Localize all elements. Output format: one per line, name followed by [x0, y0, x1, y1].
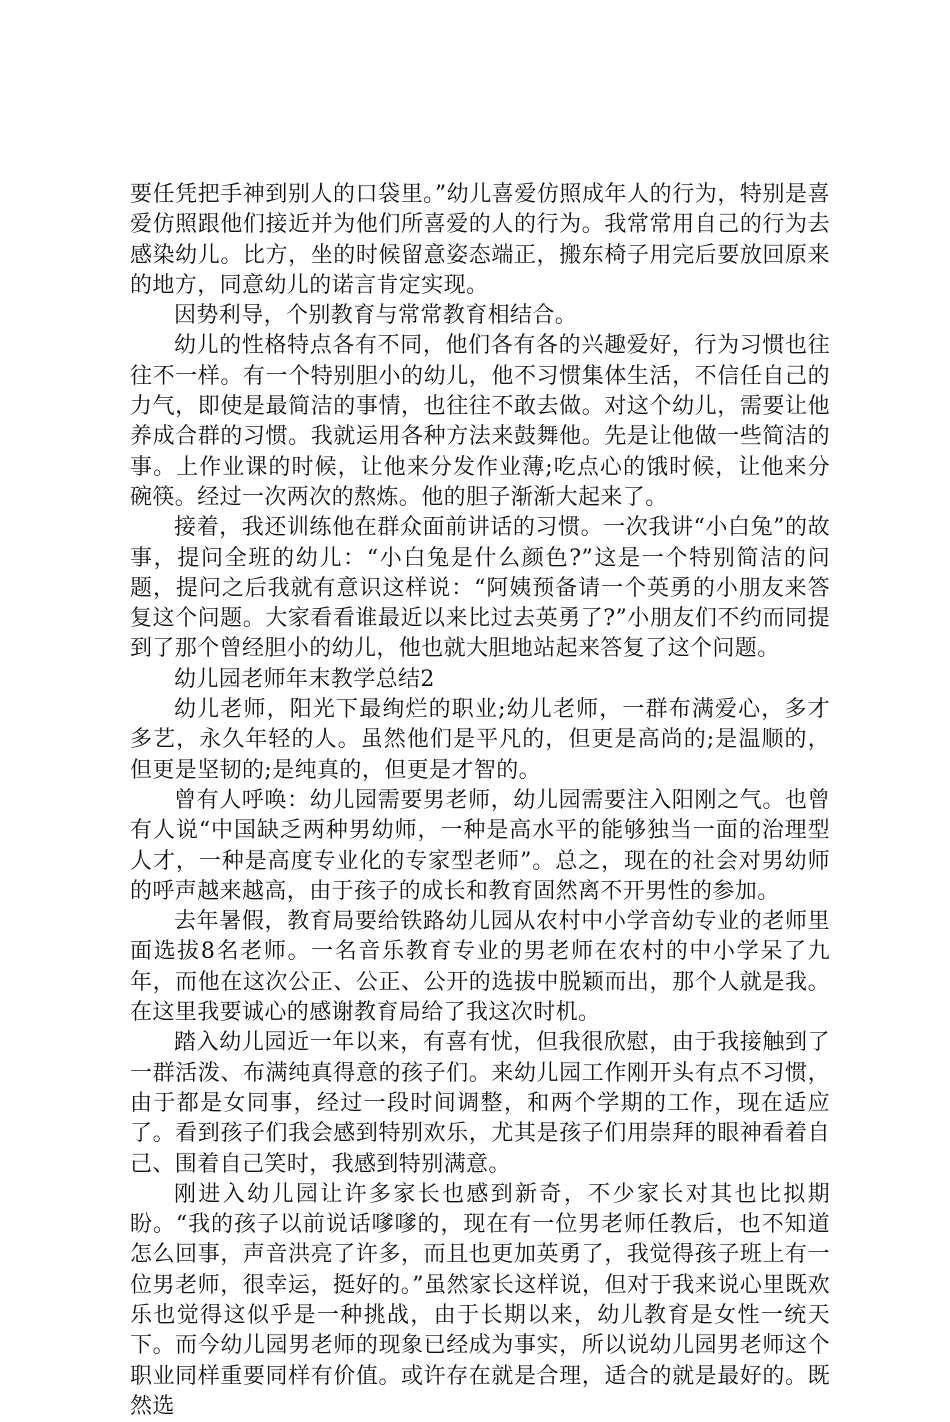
document-body	[130, 180, 830, 1422]
paragraph-4: 接着，我还训练他在群众面前讲话的习惯。一次我讲“小白兔”的故事，提问全班的幼儿：“小白兔是什么颜色?”这是一个特别简洁的问题，提问之后我就有意识这样说：“阿姨预备请一个英勇的小朋友来答复这个问题。大家看看谁最近以来比过去英勇了?”小朋友们不约而同提到了那个曾经胆小的幼儿，他也就大胆地站起来答复了这个问题。	[130, 515, 830, 662]
paragraph-3: 幼儿的性格特点各有不同，他们各有各的兴趣爱好，行为习惯也往往不一样。有一个特别胆小的幼儿，他不习惯集体生活，不信任自己的力气，即使是最简洁的事情，也往往不敢去做。对这个幼儿，需要让他养成合群的习惯。我就运用各种方法来鼓舞他。先是让他做一些简洁的事。上作业课的时候，让他来分发作业薄;吃点心的饿时候，让他来分碗筷。经过一次两次的熬炼。他的胆子渐渐大起来了。	[130, 333, 830, 510]
paragraph-6: 幼儿老师，阳光下最绚烂的职业;幼儿老师，一群布满爱心，多才多艺，永久年轻的人。虽然他们是平凡的，但更是高尚的;是温顺的，但更是坚韧的;是纯真的，但更是才智的。	[130, 697, 830, 783]
paragraph-1: 要任凭把手神到别人的口袋里。”幼儿喜爱仿照成年人的行为，特别是喜爱仿照跟他们接近并为他们所喜爱的人的行为。我常常用自己的行为去感染幼儿。比方，坐的时候留意姿态端正，搬东椅子用完后要放回原来的地方，同意幼儿的诺言肯定实现。	[130, 182, 830, 298]
paragraph-9: 踏入幼儿园近一年以来，有喜有忧，但我很欣慰，由于我接触到了一群活泼、布满纯真得意的孩子们。来幼儿园工作刚开头有点不习惯，由于都是女同事，经过一段时间调整，和两个学期的工作，现在适应了。看到孩子们我会感到特别欢乐，尤其是孩子们用崇拜的眼神看着自己、围着自己笑时，我感到特别满意。	[130, 1030, 830, 1177]
paragraph-2: 因势利导，个别教育与常常教育相结合。	[174, 303, 578, 329]
section-heading: 幼儿园老师年末教学总结2	[174, 666, 435, 692]
paragraph-7: 曾有人呼唤：幼儿园需要男老师，幼儿园需要注入阳刚之气。也曾有人说“中国缺乏两种男幼师，一种是高水平的能够独当一面的治理型人才，一种是高度专业化的专家型老师”。总之，现在的社会对男幼师的呼声越来越高，由于孩子的成长和教育固然离不开男性的参加。	[130, 787, 830, 904]
paragraph-10: 刚进入幼儿园让许多家长也感到新奇，不少家长对其也比拟期盼。“我的孩子以前说话嗲嗲的，现在有一位男老师任教后，也不知道怎么回事，声音洪亮了许多，而且也更加英勇了，我觉得孩子班上有一位男老师，很幸运，挺好的。”虽然家长这样说，但对于我来说心里既欢乐也觉得这似乎是一种挑战，由于长期以来，幼儿教育是女性一统天下。而今幼儿园男老师的现象已经成为事实，所以说幼儿园男老师这个职业同样重要同样有价值。或许存在就是合理，适合的就是最好的。既然选	[130, 1181, 830, 1419]
paragraph-8: 去年暑假，教育局要给铁路幼儿园从农村中小学音幼专业的老师里面选拔8名老师。一名音乐教育专业的男老师在农村的中小学呆了九年，而他在这次公正、公正、公开的选拔中脱颖而出，那个人就是我。在这里我要诚心的感谢教育局给了我这次时机。	[130, 909, 830, 1026]
